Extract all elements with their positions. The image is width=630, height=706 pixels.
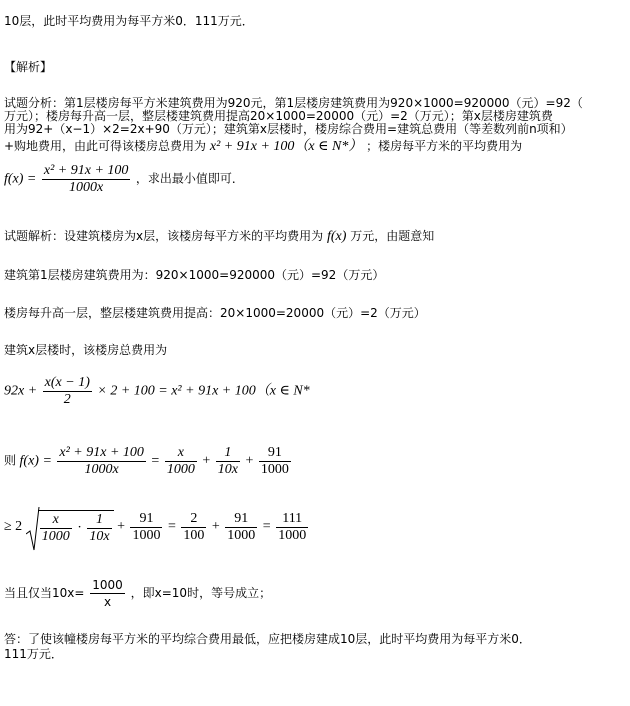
inequality-minimum — [4, 510, 310, 544]
analysis-text: +购地费用，由此可得该楼房总费用为 — [4, 139, 207, 153]
denominator: 100 — [183, 527, 205, 543]
equality-condition — [4, 578, 271, 609]
equation-part: 则 — [4, 453, 17, 468]
function-label: f(x) = — [19, 453, 52, 469]
plus-sign: + — [202, 453, 211, 469]
equation-total-cost — [4, 376, 310, 407]
denominator: 10x — [217, 462, 238, 477]
numerator: 1000 — [92, 578, 123, 592]
equals-sign: = — [151, 453, 160, 469]
plus-sign: + — [245, 453, 254, 469]
fraction — [181, 512, 206, 543]
numerator: 91 — [130, 512, 162, 528]
equals-sign: = — [167, 519, 176, 535]
denominator: 1000 — [132, 527, 161, 543]
equation-average-cost — [4, 446, 293, 477]
analysis-text: ，求出最小值即可． — [135, 171, 244, 186]
numerator: x — [165, 446, 197, 462]
equation-part: 92x + — [4, 383, 38, 399]
denominator: 1000 — [227, 527, 256, 543]
fraction — [90, 578, 125, 609]
solution-line-4: 建筑x层楼时，该楼房总费用为 — [4, 343, 168, 357]
radical-sign-icon — [26, 506, 40, 552]
analysis-line-2: 万元）；楼房每升高一层，整层楼建筑费用提高20×1000=20000（元）=2（万元）；第x层楼房建筑费 — [4, 109, 553, 123]
fraction — [225, 512, 257, 543]
condition-text: ，即x=10时，等号成立； — [130, 586, 272, 600]
analysis-line-4 — [4, 139, 522, 154]
numerator: x — [40, 513, 72, 529]
analysis-text: ；楼房每平方米的平均费用为 — [366, 139, 523, 153]
denominator: 10x — [89, 529, 110, 544]
analysis-line-1: 试题分析：第1层楼房每平方米建筑费用为920元，第1层楼房建筑费用为920×1000=920000（元）=92（ — [4, 96, 583, 110]
fraction — [43, 376, 92, 407]
denominator: 1000 — [166, 462, 195, 477]
multiply-dot: · — [77, 520, 82, 536]
denominator: x — [103, 595, 112, 609]
inequality-part: ≥ 2 — [4, 519, 23, 535]
analysis-heading: 【解析】 — [4, 60, 53, 74]
numerator: 111 — [276, 512, 308, 528]
equals-sign: = — [262, 519, 271, 535]
denominator: 2 — [63, 392, 71, 407]
numerator: 91 — [225, 512, 257, 528]
fraction — [276, 512, 308, 543]
function-label: f(x) = — [4, 171, 37, 187]
fraction — [259, 446, 291, 477]
numerator: x(x − 1) — [44, 375, 90, 390]
analysis-line-3: 用为92+（x−1）×2=2x+90（万元）；建筑第x层楼时，楼房综合费用=建筑总费用（等差数列前n项和） — [4, 122, 573, 136]
numerator: x² + 91x + 100 — [59, 445, 144, 460]
denominator: 1000x — [69, 180, 104, 195]
numerator: 2 — [181, 512, 206, 528]
answer-line-1: 答：了使该幢楼房每平方米的平均综合费用最低，应把楼房建成10层，此时平均费用为每平方米0． — [4, 632, 531, 646]
text-line-result: 10层，此时平均费用为每平方米0．111万元． — [4, 14, 254, 28]
numerator: x² + 91x + 100 — [43, 163, 129, 178]
answer-line-2: 111万元． — [4, 647, 63, 661]
denominator: 1000 — [41, 529, 70, 544]
denominator: 1000 — [278, 527, 307, 543]
fraction — [165, 446, 197, 477]
equation-part: × 2 + 100 = x² + 91x + 100（x ∈ N* — [97, 383, 310, 399]
denominator: 1000 — [260, 462, 289, 477]
radicand — [38, 510, 114, 544]
function-symbol: f(x) — [326, 229, 347, 244]
fraction — [87, 513, 111, 544]
numerator: 91 — [259, 446, 291, 462]
fraction — [57, 446, 146, 477]
solution-line-2: 建筑第1层楼房建筑费用为：920×1000=920000（元）=92（万元） — [4, 268, 385, 282]
solution-text: 试题解析：设建筑楼房为x层，该楼房每平方米的平均费用为 — [4, 229, 324, 243]
numerator: 1 — [216, 446, 240, 462]
average-cost-formula — [4, 164, 244, 195]
plus-sign: + — [211, 519, 220, 535]
solution-line-3: 楼房每升高一层，整层楼建筑费用提高：20×1000=20000（元）=2（万元） — [4, 306, 426, 320]
denominator: 1000x — [84, 462, 119, 477]
solution-text: 万元，由题意知 — [350, 229, 435, 243]
total-cost-formula: x² + 91x + 100（x ∈ N*） — [209, 139, 363, 154]
fraction — [42, 164, 131, 195]
numerator: 1 — [87, 513, 111, 529]
fraction — [130, 512, 162, 543]
fraction — [40, 513, 72, 544]
square-root — [26, 510, 114, 544]
solution-line-1 — [4, 229, 434, 244]
condition-text: 当且仅当10x= — [4, 586, 85, 600]
plus-sign: + — [117, 519, 125, 535]
fraction — [216, 446, 240, 477]
